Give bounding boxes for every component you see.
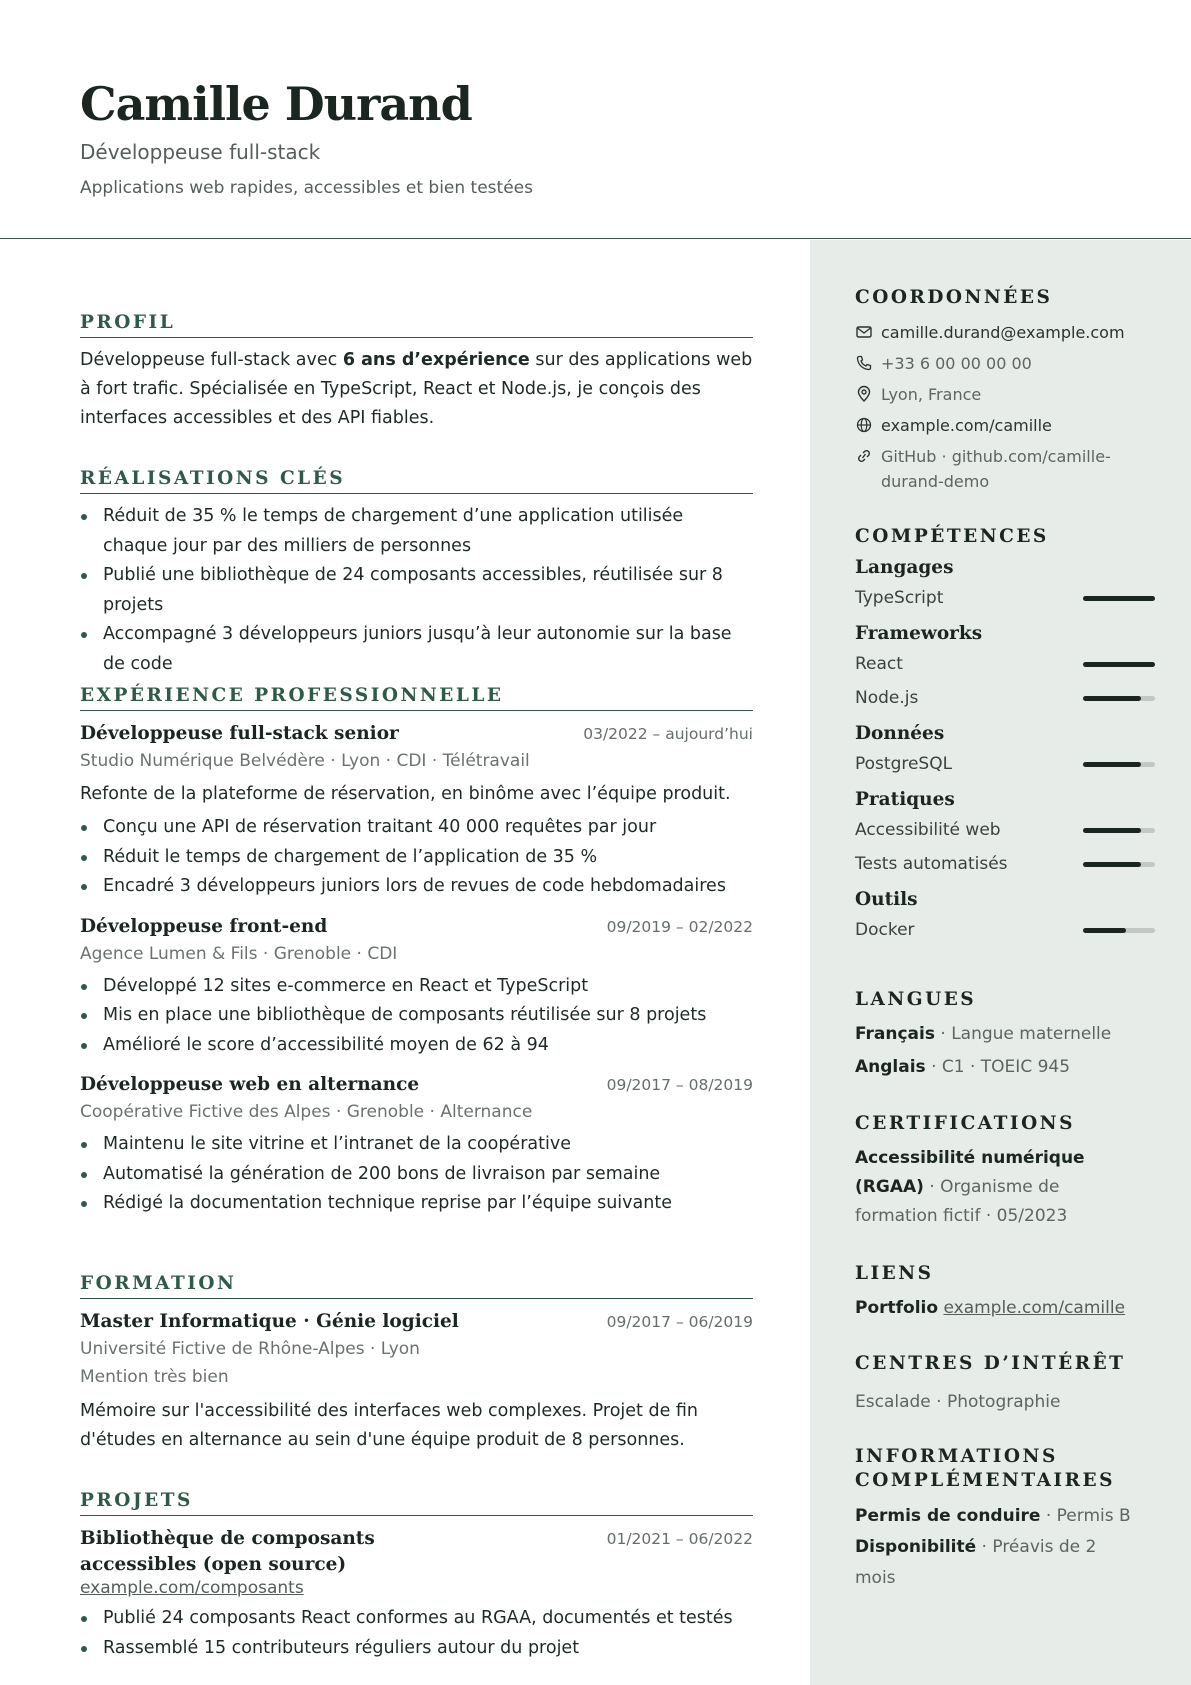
language-item [855,1051,1155,1084]
education-description: Mémoire sur l'accessibilité des interfaces web complexes. Projet de fin d'études en alternance au sein d'une équipe produit de 8 personnes. [80,1401,699,1450]
job-entry [80,721,753,902]
education-entry [80,1309,753,1455]
profile-text-highlight: 6 ans d’expérience [342,350,530,370]
candidate-tagline: Applications web rapides, accessibles et bien testées [80,178,533,198]
job-organization: Agence Lumen & Fils · Grenoble · CDI [80,943,398,964]
skill-label: Node.js [855,688,919,708]
education-date: 09/2017 – 06/2019 [606,1313,753,1331]
projects-section [80,1490,753,1663]
certification-name: Accessibilité numérique (RGAA) [855,1148,1085,1197]
job-entry [80,1072,753,1219]
section-title-extra-info: INFORMATIONS COMPLÉMENTAIRES [855,1446,1115,1491]
list-item: Mis en place une bibliothèque de composants réutilisée sur 8 projets [80,1001,753,1031]
skill-level-bar [1083,596,1155,601]
language-level: · C1 · TOEIC 945 [925,1057,1071,1077]
skill-row [855,647,1155,681]
profile-text [80,346,753,433]
contact-email[interactable] [855,320,1155,345]
globe-icon [855,416,873,434]
achievements-section [80,468,753,679]
contact-website[interactable] [855,413,1155,438]
extra-info-name: Disponibilité [855,1537,977,1557]
language-level: · Langue maternelle [934,1024,1112,1044]
candidate-name: Camille Durand [80,77,472,131]
achievements-list [80,502,753,679]
location-pin-icon [855,385,873,403]
phone-text: +33 6 00 00 00 00 [881,354,1032,373]
skill-row [855,913,1155,947]
extra-info-item [855,1501,1135,1532]
profile-text-part: sur des applications web à fort trafic. Spécialisée en TypeScript, React et Node.js, je conçois des interfaces accessibles et des API fiables. [80,350,753,428]
skill-label: TypeScript [855,588,944,608]
skill-level-bar [1083,662,1155,667]
links-section [855,1262,1155,1323]
extra-info-detail: · Préavis de 2 mois [855,1537,1097,1588]
skill-level-fill [1083,828,1141,833]
education-section [80,1273,753,1455]
skill-level-bar [1083,696,1155,701]
list-item: Conçu une API de réservation traitant 40 000 requêtes par jour [80,813,753,843]
school-name: Université Fictive de Rhône-Alpes · Lyon [80,1339,420,1359]
list-item: Rédigé la documentation technique reprise par l’équipe suivante [80,1189,753,1219]
job-title: Développeuse web en alternance [80,1074,420,1095]
job-entry [80,914,753,1061]
skill-level-bar [1083,828,1155,833]
skill-category: Données [855,723,945,744]
skill-level-fill [1083,596,1155,601]
skill-category: Pratiques [855,789,955,810]
skill-level-bar [1083,762,1155,767]
skill-level-fill [1083,928,1126,933]
section-title-achievements: RÉALISATIONS CLÉS [80,468,753,494]
skill-category: Frameworks [855,623,983,644]
link-label: Portfolio [855,1298,939,1318]
list-item: Accompagné 3 développeurs juniors jusqu’à leur autonomie sur la base de code [80,620,753,679]
phone-icon [855,354,873,372]
skill-level-bar [1083,862,1155,867]
contact-github[interactable] [855,444,1155,494]
contact-phone[interactable] [855,351,1155,376]
resume-header [0,0,1191,239]
job-organization: Coopérative Fictive des Alpes · Grenoble · Alternance [80,1102,533,1122]
skill-label: PostgreSQL [855,754,953,774]
skill-category: Langages [855,557,954,578]
list-item: Automatisé la génération de 200 bons de livraison par semaine [80,1160,753,1190]
languages-section [855,988,1155,1084]
link-item [855,1294,1155,1323]
link-icon [855,447,873,465]
list-item: Réduit le temps de chargement de l’application de 35 % [80,843,753,873]
section-title-education: FORMATION [80,1273,753,1299]
job-date: 03/2022 – aujourd’hui [583,725,753,743]
list-item: Publié 24 composants React conformes au RGAA, documentés et testés [80,1604,753,1634]
project-title: Bibliothèque de composants accessibles (open source) [80,1528,375,1575]
interests-section [855,1352,1155,1417]
language-item [855,1018,1155,1051]
skill-level-fill [1083,662,1155,667]
interests-text: Escalade · Photographie [855,1392,1061,1412]
degree-mention: Mention très bien [80,1367,229,1387]
candidate-role: Développeuse full-stack [80,140,321,164]
job-title: Développeuse full-stack senior [80,723,399,744]
section-title-links: LIENS [855,1263,934,1284]
certifications-section [855,1112,1155,1231]
list-item: Amélioré le score d’accessibilité moyen de 62 à 94 [80,1031,753,1061]
project-link[interactable]: example.com/composants [80,1578,304,1598]
list-item: Rassemblé 15 contributeurs réguliers autour du projet [80,1634,753,1664]
certification-detail: · Organisme de formation fictif · 05/2023 [855,1177,1068,1226]
certification-item [855,1144,1115,1231]
list-item: Réduit de 35 % le temps de chargement d’une application utilisée chaque jour par des milliers de personnes [80,502,753,561]
job-organization: Studio Numérique Belvédère · Lyon · CDI · Télétravail [80,751,530,771]
project-date: 01/2021 – 06/2022 [606,1530,753,1548]
extra-info-section [855,1445,1135,1594]
skill-label: Tests automatisés [855,854,1008,874]
section-title-contact: COORDONNÉES [855,287,1053,308]
sidebar [810,240,1191,1685]
profile-text-part: Développeuse full-stack avec [80,350,343,370]
extra-info-detail: · Permis B [1040,1506,1131,1526]
portfolio-link[interactable]: example.com/camille [943,1298,1126,1318]
extra-info-item [855,1532,1135,1594]
job-bullets [80,813,753,902]
location-text: Lyon, France [881,385,982,404]
list-item: Développé 12 sites e-commerce en React et TypeScript [80,972,753,1002]
mail-icon [855,323,873,341]
job-title: Développeuse front-end [80,915,328,937]
contact-section [855,286,1155,494]
skill-level-bar [1083,928,1155,933]
skill-label: Accessibilité web [855,820,1001,840]
section-title-profile: PROFIL [80,312,753,338]
list-item: Publié une bibliothèque de 24 composants accessibles, réutilisée sur 8 projets [80,561,753,620]
section-title-skills: COMPÉTENCES [855,526,1049,547]
skill-label: Docker [855,920,915,940]
section-title-interests: CENTRES D’INTÉRÊT [855,1353,1126,1374]
section-title-certifications: CERTIFICATIONS [855,1113,1075,1134]
job-bullets [80,972,753,1061]
section-title-experience: EXPÉRIENCE PROFESSIONNELLE [80,685,753,711]
job-bullets [80,1130,753,1219]
experience-section [80,685,753,1219]
skill-row [855,681,1155,715]
list-item: Encadré 3 développeurs juniors lors de revues de code hebdomadaires [80,872,753,902]
skill-row [855,747,1155,781]
profile-section [80,312,753,433]
section-title-projects: PROJETS [80,1490,753,1516]
job-date: 09/2017 – 08/2019 [606,1076,753,1094]
list-item: Maintenu le site vitrine et l’intranet de la coopérative [80,1130,753,1160]
email-text: camille.durand@example.com [881,323,1125,342]
degree-title: Master Informatique · Génie logiciel [80,1311,459,1332]
skills-section [855,525,1155,947]
skill-level-fill [1083,762,1141,767]
job-date: 09/2019 – 02/2022 [606,917,753,936]
section-title-languages: LANGUES [855,989,977,1010]
project-bullets [80,1604,753,1663]
skill-level-fill [1083,862,1141,867]
skill-category: Outils [855,889,918,910]
job-description: Refonte de la plateforme de réservation, en binôme avec l’équipe produit. [80,784,731,804]
language-name: Anglais [855,1057,926,1077]
skill-row [855,847,1155,881]
github-text: GitHub · github.com/camille-durand-demo [881,447,1111,491]
skills-list [855,555,1155,947]
contact-location [855,382,1155,407]
skill-row [855,813,1155,847]
skill-row [855,581,1155,615]
website-text: example.com/camille [881,416,1052,435]
skill-label: React [855,654,903,674]
language-name: Français [855,1024,935,1044]
skill-level-fill [1083,696,1141,701]
project-entry [80,1526,753,1663]
extra-info-name: Permis de conduire [855,1506,1041,1526]
